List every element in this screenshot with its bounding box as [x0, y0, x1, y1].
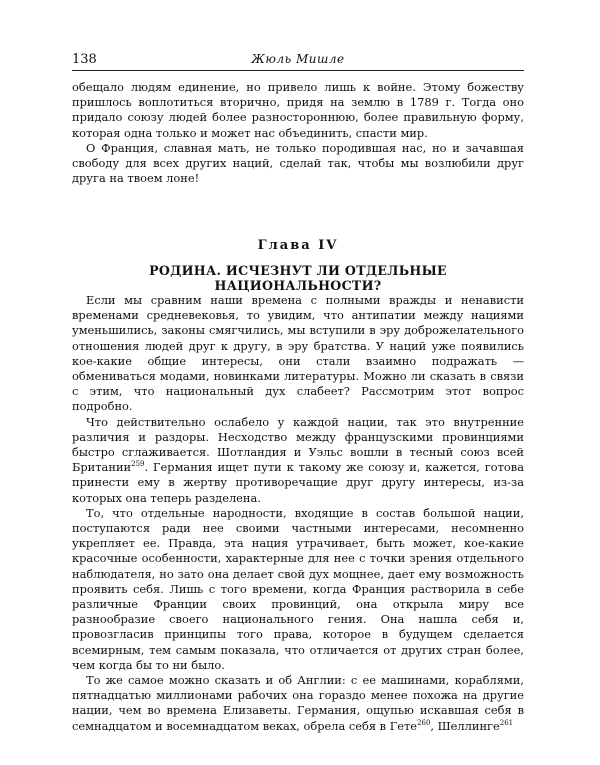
- paragraph-3: То, что отдельные народности, входящие в состав большой нации, поступаются ради нее своими частными интересами, несомненно укрепляет ее. Правда, эта нация утрачивает, быть может, кое-какие красочные особенности, характерные для нее с точки зрения отдельного наблюдателя, но зато она делает свой дух мощнее, дает ему возможность проявить себя. Лишь с того времени, когда Франция растворила в себе различные Франции своих провинций, она открыла миру все разнообразие своего национального гения. Она нашла себя и, провозгласив принципы того права, которое в будущем сделается всемирным, тем самым показала, что отличается от других стран более, чем когда бы то ни было.: [72, 505, 524, 672]
- footnote-ref-259[interactable]: 259: [131, 460, 145, 469]
- page-header: [72, 50, 524, 70]
- paragraph-1: Если мы сравним наши времена с полными вражды и ненависти временами средневековья, то увидим, что антипатии между нациями уменьшились, законы смягчились, мы вступили в эру доброжелательного отношения людей друг к другу, в эру братства. У наций уже появились кое-какие общие интересы, они стали взаимно подражать — обмениваться модами, новинками литературы. Можно ли сказать в связи с этим, что национальный дух слабеет? Рассмотрим этот вопрос подробно.: [72, 293, 524, 414]
- paragraph-france: О Франция, славная мать, не только породившая нас, но и зачавшая свободу для всех других наций, сделай так, чтобы мы возлюбили друг друга на твоем лоне!: [72, 140, 524, 186]
- header-rule: [72, 70, 524, 71]
- chapter-title: РОДИНА. ИСЧЕЗНУТ ЛИ ОТДЕЛЬНЫЕ НАЦИОНАЛЬНОСТИ?: [149, 263, 447, 293]
- footnote-ref-260[interactable]: 260: [417, 718, 431, 727]
- continued-paragraph: обещало людям единение, но привело лишь к войне. Этому божеству пришлось воплотиться вторично, придя на землю в 1789 г. Тогда оно придало союзу людей более разностороннюю, более правильную форму, которая одна только и может нас объединить, спасти мир.: [72, 80, 524, 140]
- paragraph-2-end: . Германия ищет пути к такому же союзу и, кажется, готова принести ему в жертву противоречащие друг другу интересы, из-за которых она теперь разделена.: [72, 460, 524, 505]
- paragraph-4-mid: , Шеллинге: [430, 718, 500, 733]
- paragraph-2-text: Что действительно ослабело у каждой нации, так это внутренние различия и раздоры. Несходство между французскими провинциями быстро сглаживается. Шотландия и Уэльс вошли в тесный союз всей Британии: [72, 414, 524, 475]
- chapter-body: [72, 293, 524, 734]
- paragraph-4-text: То же самое можно сказать и об Англии: с ее машинами, кораблями, пятнадцатью миллионами рабочих она гораздо менее похожа на другие нации, чем во времена Елизаветы. Германия, ощупью искавшая себя в семнадцатом и восемнадцатом веках, обрела себя в Гете: [72, 673, 524, 733]
- paragraph-4: [72, 673, 524, 734]
- intro-text: [72, 80, 524, 186]
- paragraph-2: [72, 415, 524, 506]
- footnote-ref-261[interactable]: 261: [499, 718, 514, 727]
- page-number: 138: [72, 52, 97, 67]
- chapter-label: Глава IV: [257, 238, 339, 253]
- running-title: Жюль Мишле: [251, 52, 345, 66]
